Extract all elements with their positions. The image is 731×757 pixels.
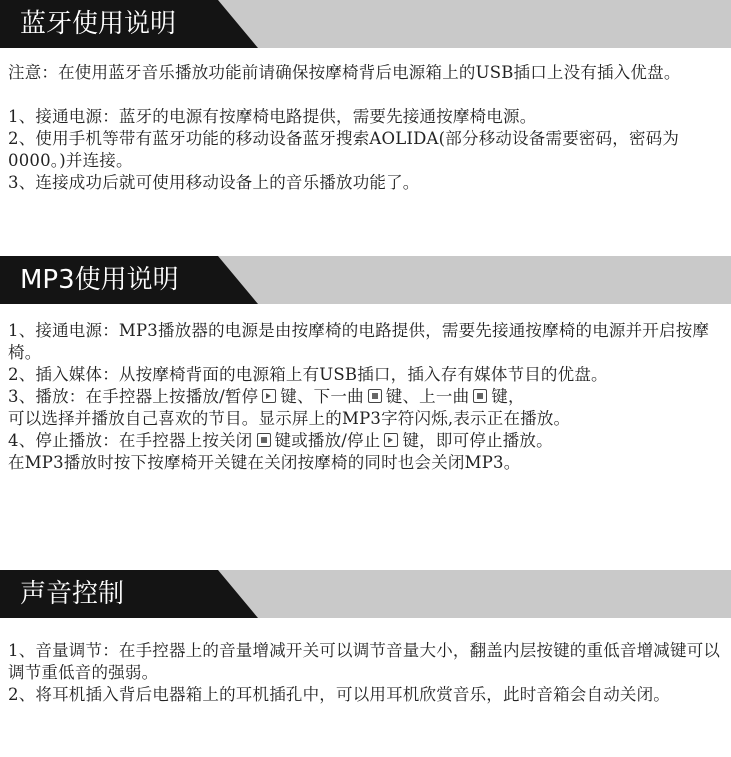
step-paragraph: 4、停止播放：在手控器上按关闭 键或播放/停止 键，即可停止播放。	[8, 431, 553, 450]
previous-track-icon	[473, 389, 487, 403]
section-header-mp3	[0, 256, 731, 304]
play-stop-icon	[384, 433, 398, 447]
step-paragraph: 2、将耳机插入背后电器箱上的耳机插孔中，可以用耳机欣赏音乐，此时音箱会自动关闭。	[8, 685, 670, 704]
section-body-sound	[8, 640, 724, 706]
section-title: 蓝牙使用说明	[20, 9, 177, 39]
step-paragraph: 3、连接成功后就可使用移动设备上的音乐播放功能了。	[8, 173, 420, 192]
step-paragraph: 1、接通电源：MP3播放器的电源是由按摩椅的电路提供，需要先接通按摩椅的电源并开启按摩椅。	[8, 321, 710, 362]
step-paragraph: 2、使用手机等带有蓝牙功能的移动设备蓝牙搜索AOLIDA(部分移动设备需要密码，密码为0000。)并连接。	[8, 129, 680, 170]
section-body-bluetooth	[8, 62, 724, 194]
section-title: 声音控制	[20, 579, 125, 609]
section-title: MP3使用说明	[20, 265, 179, 295]
stop-icon	[257, 433, 271, 447]
step-paragraph: 在MP3播放时按下按摩椅开关键在关闭按摩椅的同时也会关闭MP3。	[8, 453, 521, 472]
step-paragraph: 3、播放：在手控器上按播放/暂停 键、下一曲 键、上一曲 键，	[8, 387, 525, 406]
section-header-sound	[0, 570, 731, 618]
note-paragraph: 注意：在使用蓝牙音乐播放功能前请确保按摩椅背后电源箱上的USB插口上没有插入优盘。	[8, 63, 681, 82]
step-paragraph: 1、接通电源：蓝牙的电源有按摩椅电路提供，需要先接通按摩椅电源。	[8, 107, 537, 126]
next-track-icon	[368, 389, 382, 403]
step-paragraph: 1、音量调节：在手控器上的音量增减开关可以调节音量大小，翻盖内层按键的重低音增减键可以调节重低音的强弱。	[8, 641, 721, 682]
step-paragraph: 2、插入媒体：从按摩椅背面的电源箱上有USB插口，插入存有媒体节目的优盘。	[8, 365, 608, 384]
play-pause-icon	[262, 389, 276, 403]
section-body-mp3	[8, 320, 724, 474]
section-header-bluetooth	[0, 0, 731, 48]
step-paragraph: 可以选择并播放自己喜欢的节目。显示屏上的MP3字符闪烁,表示正在播放。	[8, 409, 571, 428]
